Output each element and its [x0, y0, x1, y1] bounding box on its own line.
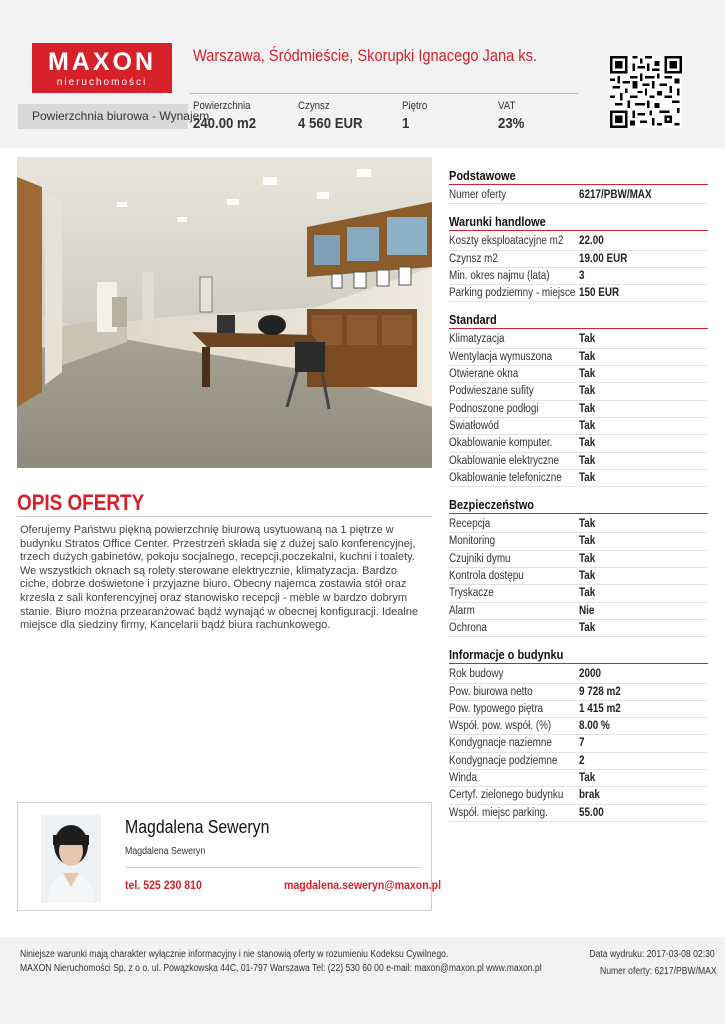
- vat-field: [498, 100, 528, 132]
- detail-value: 7: [579, 737, 585, 750]
- detail-value: Tak: [579, 454, 596, 467]
- agent-avatar: [41, 815, 101, 903]
- detail-row: [449, 331, 708, 348]
- detail-row: [449, 770, 708, 787]
- detail-value: Tak: [579, 570, 596, 583]
- detail-value: Tak: [579, 402, 596, 415]
- qr-code-icon[interactable]: [610, 56, 682, 128]
- footer-disclaimer: Niniejsze warunki mają charakter wyłącznie informacyjny i nie stanowią oferty w rozumieniu Kodeksu Cywilnego.: [20, 949, 449, 960]
- detail-label: Pow. biurowa netto: [449, 685, 533, 698]
- detail-row: [449, 701, 708, 718]
- detail-label: Koszty eksploatacyjne m2: [449, 235, 564, 248]
- detail-label: Min. okres najmu (lata): [449, 269, 550, 282]
- footer-print-date: Data wydruku: 2017-03-08 02:30: [589, 949, 715, 960]
- detail-value: 2000: [579, 668, 602, 681]
- header-band: [0, 0, 725, 148]
- detail-label: Tryskacze: [449, 587, 494, 600]
- detail-value: Tak: [579, 368, 596, 381]
- rent-value: 4 560 EUR: [298, 115, 363, 132]
- detail-row: [449, 684, 708, 701]
- detail-label: Czynsz m2: [449, 252, 498, 265]
- detail-label: Monitoring: [449, 535, 496, 548]
- detail-value: Tak: [579, 518, 596, 531]
- agent-subname: Magdalena Seweryn: [125, 846, 206, 857]
- section-divider: [449, 663, 708, 664]
- detail-label: Współ. pow. współ. (%): [449, 720, 552, 733]
- detail-label: Pow. typowego piętra: [449, 702, 544, 715]
- detail-row: [449, 349, 708, 366]
- detail-value: 6217/PBW/MAX: [579, 189, 652, 201]
- detail-value: 22.00: [579, 235, 604, 248]
- detail-row: [449, 366, 708, 383]
- agent-card: [17, 802, 442, 911]
- detail-label: Certyf. zielonego budynku: [449, 789, 564, 802]
- detail-label: Otwierane okna: [449, 368, 519, 381]
- detail-label: Światłowód: [449, 419, 500, 432]
- detail-row: [449, 285, 708, 302]
- detail-value: 19.00 EUR: [579, 252, 628, 265]
- detail-row: [449, 268, 708, 285]
- detail-row: [449, 401, 708, 418]
- detail-value: Nie: [579, 604, 595, 617]
- offer-details: [449, 168, 708, 822]
- section-title: Podstawowe: [449, 169, 516, 183]
- detail-row: [449, 718, 708, 735]
- detail-row: [449, 453, 708, 470]
- vat-value: 23%: [498, 115, 525, 132]
- agent-name: Magdalena Seweryn: [125, 817, 270, 837]
- detail-row: [449, 418, 708, 435]
- detail-value: 9 728 m2: [579, 685, 621, 698]
- section-divider: [449, 328, 708, 329]
- detail-label: Winda: [449, 772, 478, 785]
- area-label: Powierzchnia: [193, 100, 251, 112]
- office-photo: [17, 157, 432, 468]
- detail-value: Tak: [579, 385, 596, 398]
- detail-value: Tak: [579, 333, 596, 346]
- section-divider: [449, 513, 708, 514]
- detail-value: Tak: [579, 587, 596, 600]
- section-divider: [449, 184, 708, 185]
- detail-label: Kondygnacje podziemne: [449, 754, 558, 767]
- agent-email[interactable]: magdalena.seweryn@maxon.pl: [284, 878, 442, 892]
- detail-row: [449, 251, 708, 268]
- detail-label: Podnoszone podłogi: [449, 402, 539, 415]
- detail-row: [449, 533, 708, 550]
- detail-value: 55.00: [579, 806, 604, 819]
- detail-label: Alarm: [449, 604, 475, 617]
- detail-row: [449, 585, 708, 602]
- floor-field: [402, 100, 431, 132]
- detail-label: Podwieszane sufity: [449, 385, 534, 398]
- detail-value: Tak: [579, 471, 596, 484]
- detail-row: [449, 470, 708, 487]
- description-divider: [17, 516, 432, 517]
- detail-label: Rok budowy: [449, 668, 504, 681]
- detail-label: Okablowanie komputer.: [449, 437, 553, 450]
- detail-row: [449, 666, 708, 683]
- detail-row: [449, 603, 708, 620]
- detail-label: Klimatyzacja: [449, 333, 505, 346]
- detail-value: 1 415 m2: [579, 702, 621, 715]
- detail-row: [449, 805, 708, 822]
- detail-label: Recepcja: [449, 518, 491, 531]
- detail-row: [449, 568, 708, 585]
- footer-band: [0, 937, 725, 1024]
- detail-row: [449, 735, 708, 752]
- detail-label: Okablowanie telefoniczne: [449, 471, 562, 484]
- detail-label: Czujniki dymu: [449, 552, 511, 565]
- detail-row: [449, 383, 708, 400]
- detail-value: Tak: [579, 621, 596, 634]
- logo-sub: nieruchomości: [56, 77, 148, 88]
- detail-label: Ochrona: [449, 621, 487, 634]
- vat-label: VAT: [498, 100, 516, 112]
- detail-value: 3: [579, 269, 585, 282]
- detail-value: 2: [579, 754, 585, 767]
- logo-main: MAXON: [47, 48, 157, 76]
- agent-divider: [125, 867, 421, 868]
- detail-label: Współ. miejsc parking.: [449, 806, 548, 819]
- maxon-logo[interactable]: [32, 43, 172, 93]
- detail-value: Tak: [579, 350, 596, 363]
- detail-row: [449, 516, 708, 533]
- section-title: Informacje o budynku: [449, 648, 564, 663]
- offer-type-badge: Powierzchnia biurowa - Wynajem: [18, 104, 188, 129]
- section-divider: [449, 230, 708, 231]
- detail-row: [449, 233, 708, 250]
- footer-offer-number: Numer oferty: 6217/PBW/MAX: [600, 966, 717, 977]
- detail-row: [449, 551, 708, 568]
- detail-value: brak: [579, 789, 600, 802]
- detail-value: Tak: [579, 535, 596, 548]
- footer-company: MAXON Nieruchomości Sp. z o o. ul. Powązkowska 44C, 01-797 Warszawa Tel: (22) 530 60 00 e-mail: maxon@maxon.pl www.maxon.pl: [20, 963, 542, 974]
- section-title: Standard: [449, 313, 497, 328]
- rent-field: [298, 100, 371, 132]
- header-divider: [190, 93, 578, 94]
- detail-value: 150 EUR: [579, 287, 620, 300]
- detail-value: Tak: [579, 772, 596, 785]
- offer-address: Warszawa, Śródmieście, Skorupki Ignacego Jana ks.: [193, 46, 537, 65]
- rent-label: Czynsz: [298, 100, 330, 112]
- area-value: 240.00 m2: [193, 115, 257, 132]
- detail-row: [449, 753, 708, 770]
- section-title: Warunki handlowe: [449, 215, 546, 230]
- detail-label: Okablowanie elektryczne: [449, 454, 559, 467]
- detail-row: [449, 435, 708, 452]
- detail-value: 8.00 %: [579, 720, 610, 733]
- detail-row: [449, 620, 708, 637]
- agent-phone[interactable]: tel. 525 230 810: [125, 878, 202, 892]
- detail-label: Numer oferty: [449, 189, 507, 201]
- floor-value: 1: [402, 115, 410, 132]
- detail-label: Parking podziemny - miejsce: [449, 287, 576, 300]
- detail-value: Tak: [579, 437, 596, 450]
- detail-label: Wentylacja wymuszona: [449, 350, 553, 363]
- detail-label: Kontrola dostępu: [449, 570, 524, 583]
- detail-value: Tak: [579, 552, 596, 565]
- detail-row: [449, 787, 708, 804]
- detail-row: [449, 187, 708, 204]
- area-field: [193, 100, 265, 132]
- description-text: Oferujemy Państwu piękną powierzchnię biurową usytuowaną na 1 piętrze w budynku Stratos Office Center. Przestrzeń składa się z dużej salo konferencyjnej, trzech dużych gabinetów, pokoju socjalnego, recepcji,poczekalni, kuchni i toalety. We wszystkich oknach są rolety sterowane elektrycznie, klimatyzacja. Bardzo ciche, dobrze doświetone i przyjazne biuro. Obecny najemca zostawia stół oraz krzesła z sali konferencyjnej oraz stanowisko recepcji - meble w bardzo dobrym stanie. Biuro można przearanżować bądź wynająć w obecnej konfiguracji. Idealne miejsce dla siedziny firmy, Kancelarii bądź biura rachunkowego.: [20, 524, 419, 632]
- section-title: Bezpieczeństwo: [449, 498, 534, 513]
- description-title: OPIS OFERTY: [17, 490, 145, 515]
- floor-label: Piętro: [402, 100, 428, 112]
- detail-label: Kondygnacje naziemne: [449, 737, 552, 750]
- detail-value: Tak: [579, 419, 596, 432]
